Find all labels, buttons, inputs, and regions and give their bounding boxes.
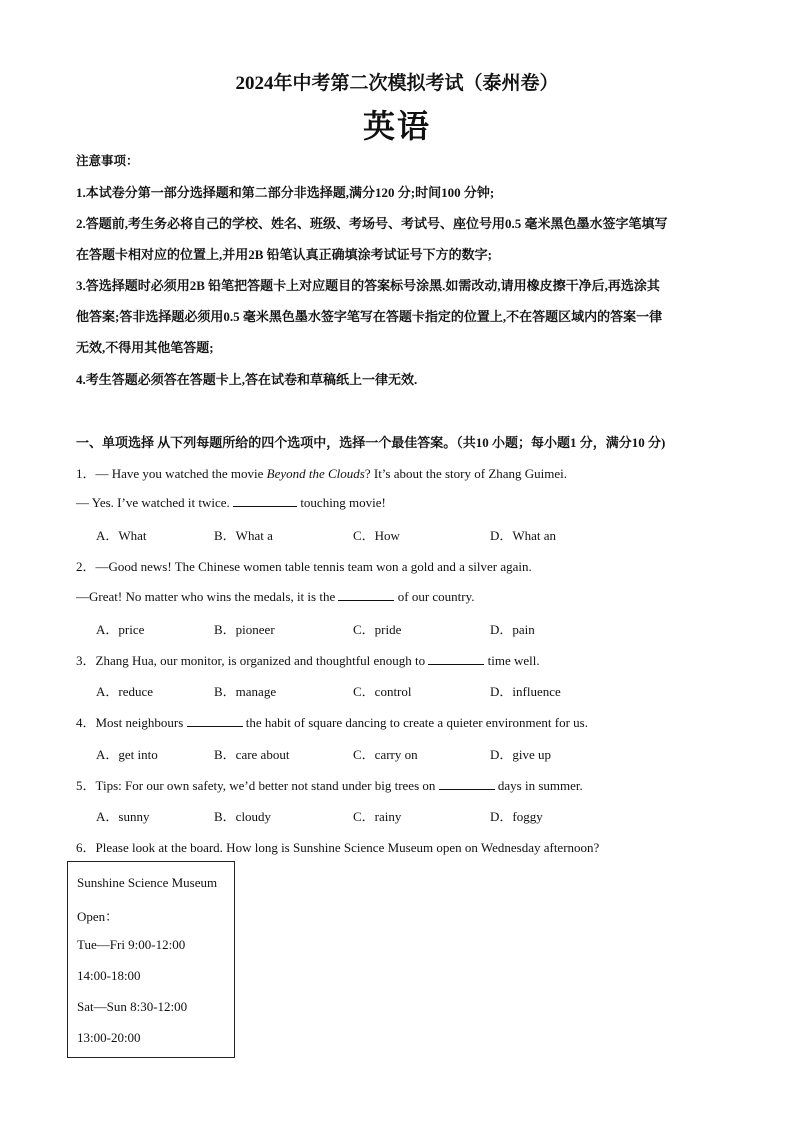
question-5-option-d: D．foggy	[490, 809, 543, 824]
question-4-line-1	[76, 712, 588, 731]
question-2-text-b: of our country.	[394, 589, 475, 604]
question-2-line-2	[76, 588, 475, 605]
museum-notice-board	[67, 861, 235, 1058]
question-1-line-1	[76, 463, 567, 482]
question-4-option-b: B．care about	[214, 747, 290, 762]
question-4-text-b: the habit of square dancing to create a quieter environment for us.	[242, 715, 588, 730]
notice-item-2-line-2: 在答题卡相对应的位置上,并用2B 铅笔认真正确填涂考试证号下方的数字;	[76, 247, 493, 262]
question-6-line-1: 6．Please look at the board. How long is Sunshine Science Museum open on Wednesday afternoon?	[76, 840, 600, 855]
board-line-museum-name: Sunshine Science Museum	[77, 875, 218, 890]
question-4-option-c: C．carry on	[353, 747, 418, 762]
notice-item-3-line-2: 他答案;答非选择题必须用0.5 毫米黑色墨水签字笔写在答题卡指定的位置上,不在答题区域内的答案一律	[76, 309, 663, 324]
question-5-line-1	[76, 775, 583, 794]
question-3-option-a: A．reduce	[96, 684, 154, 699]
notice-item-3-line-1: 3.答选择题时必须用2B 铅笔把答题卡上对应题目的答案标号涂黑.如需改动,请用橡皮擦干净后,再选涂其	[76, 278, 660, 293]
question-1-movie-title: Beyond the Clouds	[266, 466, 365, 481]
answer-blank	[338, 588, 394, 601]
answer-blank	[233, 494, 297, 507]
notice-item-3-line-3: 无效,不得用其他笔答题;	[76, 340, 214, 355]
question-2-option-a: A．price	[96, 622, 145, 637]
question-5-option-b: B．cloudy	[214, 809, 272, 824]
question-3-option-b: B．manage	[214, 684, 277, 699]
question-1-option-c: C．How	[353, 528, 400, 543]
answer-blank	[187, 714, 243, 727]
question-4-text-a: 4．Most neighbours	[76, 715, 187, 730]
question-1-text-d: touching movie!	[297, 495, 386, 510]
subject-title: 英语	[362, 108, 431, 144]
question-4-option-a: A．get into	[96, 747, 158, 762]
board-line-weekday-morning: Tue—Fri 9:00-12:00	[77, 937, 186, 952]
question-1-option-a: A．What	[96, 528, 147, 543]
notice-heading: 注意事项：	[76, 154, 139, 168]
section-1-heading: 一、单项选择 从下列每题所给的四个选项中，选择一个最佳答案。（共10 小题；每小题1 分，满分10 分)	[76, 435, 666, 450]
question-5-text-a: 5．Tips: For our own safety, we’d better not stand under big trees on	[76, 778, 439, 793]
question-1-option-d: D．What an	[490, 528, 557, 543]
notice-item-2-line-1: 2.答题前,考生务必将自己的学校、姓名、班级、考场号、考试号、座位号用0.5 毫米黑色墨水签字笔填写	[76, 216, 668, 231]
question-1-text-a: 1．— Have you watched the movie	[76, 466, 267, 481]
question-3-option-d: D．influence	[490, 684, 561, 699]
question-3-text-b: time well.	[484, 653, 540, 668]
answer-blank	[428, 652, 484, 665]
question-2-option-d: D．pain	[490, 622, 535, 637]
question-3-option-c: C．control	[353, 684, 412, 699]
board-line-open: Open：	[77, 909, 119, 924]
question-2-option-c: C．pride	[353, 622, 402, 637]
question-5-option-c: C．rainy	[353, 809, 402, 824]
question-5-option-a: A．sunny	[96, 809, 150, 824]
question-2-text-a: —Great! No matter who wins the medals, it is the	[76, 589, 339, 604]
question-3-line-1	[76, 650, 540, 669]
question-1-text-b: ? It’s about the story of Zhang Guimei.	[364, 466, 568, 481]
question-1-option-b: B．What a	[214, 528, 273, 543]
answer-blank	[439, 777, 495, 790]
question-4-option-d: D．give up	[490, 747, 552, 762]
question-2-option-b: B．pioneer	[214, 622, 275, 637]
board-line-weekday-afternoon: 14:00-18:00	[77, 968, 141, 983]
exam-title: 2024年中考第二次模拟考试（泰州卷）	[235, 73, 559, 94]
notice-item-1: 1.本试卷分第一部分选择题和第二部分非选择题,满分120 分;时间100 分钟;	[76, 185, 495, 200]
question-2-line-1: 2．—Good news! The Chinese women table tennis team won a gold and a silver again.	[76, 559, 532, 574]
notice-item-4: 4.考生答题必须答在答题卡上,答在试卷和草稿纸上一律无效.	[76, 372, 418, 387]
board-line-weekend-afternoon: 13:00-20:00	[77, 1030, 141, 1045]
question-1-line-2	[76, 494, 386, 511]
question-3-text-a: 3．Zhang Hua, our monitor, is organized and thoughtful enough to	[76, 653, 429, 668]
question-5-text-b: days in summer.	[494, 778, 583, 793]
board-line-weekend-morning: Sat—Sun 8:30-12:00	[77, 999, 188, 1014]
question-1-text-c: — Yes. I’ve watched it twice.	[76, 495, 234, 510]
